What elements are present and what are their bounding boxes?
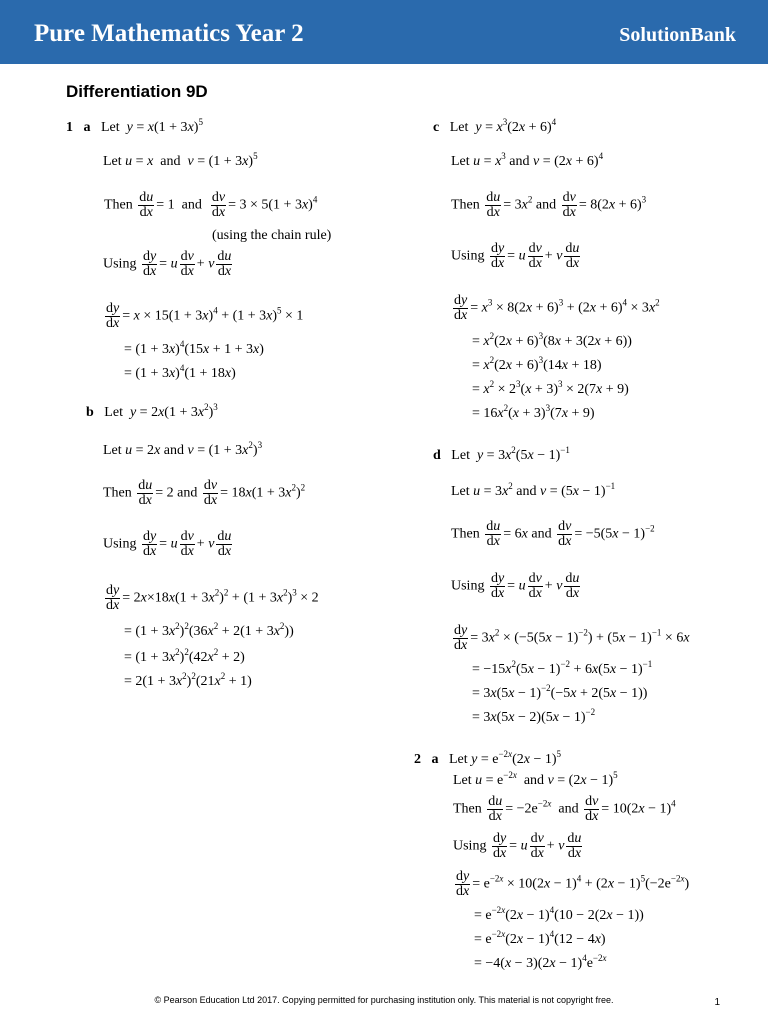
q1a-line1: $\frac{dy}{dx}$ = $x \times 15(1 + 3x)^4 + (1 + 3x)^5 \times 1$ [106, 301, 304, 331]
q1c-then: Then $\frac{du}{dx}$ = $3x^2$ and $\frac{dv}{dx}$ = $8(2x + 6)^3$ [451, 190, 647, 220]
q1c-line3: = $x^2(2x + 6)^3(14x + 18)$ [472, 355, 602, 373]
q1d-let: d Let $y = 3x^2(5x - 1)^{-1}$ [433, 445, 570, 463]
q1b-then: Then $\frac{du}{dx}$ = 2 and $\frac{dv}{dx}$ = $18x(1 + 3x^2)^2$ [103, 478, 306, 508]
q1b-uv: Let u = 2x and $v = (1 + 3x^2)^3$ [103, 440, 263, 458]
q1c-let: c Let $y = x^3(2x + 6)^4$ [433, 117, 557, 135]
q1c-uv: Let $u = x^3$ and $v = (2x + 6)^4$ [451, 151, 604, 169]
q1c-line5: = $16x^2(x + 3)^3(7x + 9)$ [472, 403, 595, 421]
q2a-using: Using $\frac{dy}{dx}$ = u $\frac{dv}{dx}$ + v $\frac{du}{dx}$ [453, 831, 582, 861]
q1b-line1: $\frac{dy}{dx}$ = $2x\times 18x(1 + 3x^2)^2 + (1 + 3x^2)^3 \times 2$ [106, 583, 319, 613]
q1a-chain-note: (using the chain rule) [212, 228, 332, 243]
q1d-uv: Let $u = 3x^2$ and $v = (5x - 1)^{-1}$ [451, 481, 616, 499]
q1a-then: Then $\frac{du}{dx}$ = 1 and $\frac{dv}{dx}$ = $3 \times 5(1 + 3x)^4$ [104, 190, 318, 220]
brand-label: SolutionBank [619, 24, 736, 46]
q1c-line4: = $x^2 \times 2^3(x + 3)^3 \times 2(7x + 9)$ [472, 379, 629, 397]
q1b-line2: = $(1 + 3x^2)^2(36x^2 + 2(1 + 3x^2))$ [124, 621, 294, 639]
q1d-line3: = $3x(5x - 1)^{-2}(-5x + 2(5x - 1))$ [472, 683, 648, 701]
q1b-line3: = $(1 + 3x^2)^2(42x^2 + 2)$ [124, 647, 245, 665]
q1c-line2: = $x^2(2x + 6)^3(8x + 3(2x + 6))$ [472, 331, 632, 349]
q2a-line1: $\frac{dy}{dx}$ = $e^{-2x} \times 10(2x - 1)^4 + (2x - 1)^5(-2e^{-2x})$ [456, 869, 690, 899]
q2a-line4: = $-4(x - 3)(2x - 1)^4e^{-2x}$ [474, 953, 607, 971]
q1d-using: Using $\frac{dy}{dx}$ = u $\frac{dv}{dx}$ + v $\frac{du}{dx}$ [451, 571, 580, 601]
q1a-using: Using $\frac{dy}{dx}$ = u $\frac{dv}{dx}$ + v $\frac{du}{dx}$ [103, 249, 232, 279]
q2a-line2: = $e^{-2x}(2x - 1)^4(10 - 2(2x - 1))$ [474, 905, 644, 923]
q1b-let: b Let $y = 2x(1 + 3x^2)^3$ [86, 402, 218, 420]
q1c-using: Using $\frac{dy}{dx}$ = u $\frac{dv}{dx}$ + v $\frac{du}{dx}$ [451, 241, 580, 271]
q1b-using: Using $\frac{dy}{dx}$ = u $\frac{dv}{dx}$ + v $\frac{du}{dx}$ [103, 529, 232, 559]
q1d-line2: = $-15x^2(5x - 1)^{-2} + 6x(5x - 1)^{-1}$ [472, 659, 653, 677]
q2a-uv: Let $u = e^{-2x}$ and $v = (2x - 1)^5$ [453, 770, 618, 788]
q1d-line1: $\frac{dy}{dx}$ = $3x^2 \times (-5(5x - 1)^{-2}) + (5x - 1)^{-1} \times 6x$ [454, 623, 690, 653]
q2a-line3: = $e^{-2x}(2x - 1)^4(12 - 4x)$ [474, 929, 606, 947]
q1a-line2: = $(1 + 3x)^4(15x + 1 + 3x)$ [124, 339, 264, 357]
page-number: 1 [714, 997, 720, 1008]
q1b-line4: = $2(1 + 3x^2)^2(21x^2 + 1)$ [124, 671, 252, 689]
section-title: Differentiation 9D [66, 82, 208, 101]
q2a-then: Then $\frac{du}{dx}$ = $-2e^{-2x}$ and $\frac{dv}{dx}$ = $10(2x - 1)^4$ [453, 794, 676, 824]
q1a-let: 1 a Let $y = x(1 + 3x)^5$ [66, 117, 203, 135]
q1a-line3: = $(1 + 3x)^4(1 + 18x)$ [124, 363, 236, 381]
q2a-let: 2 a Let $y = e^{-2x}(2x - 1)^5$ [414, 749, 562, 767]
q1c-line1: $\frac{dy}{dx}$ = $x^3 \times 8(2x + 6)^3 + (2x + 6)^4 \times 3x^2$ [454, 293, 660, 323]
q1d-line4: = $3x(5x - 2)(5x - 1)^{-2}$ [472, 707, 596, 725]
header-bar [0, 0, 768, 64]
book-title: Pure Mathematics Year 2 [34, 20, 304, 47]
q1d-then: Then $\frac{du}{dx}$ = 6x and $\frac{dv}{dx}$ = $-5(5x - 1)^{-2}$ [451, 519, 655, 549]
footer-copyright: © Pearson Education Ltd 2017. Copying permitted for purchasing institution only. This material is not copyright free. [154, 995, 614, 1005]
q1a-uv: Let u = x and $v = (1 + 3x)^5$ [103, 151, 258, 169]
